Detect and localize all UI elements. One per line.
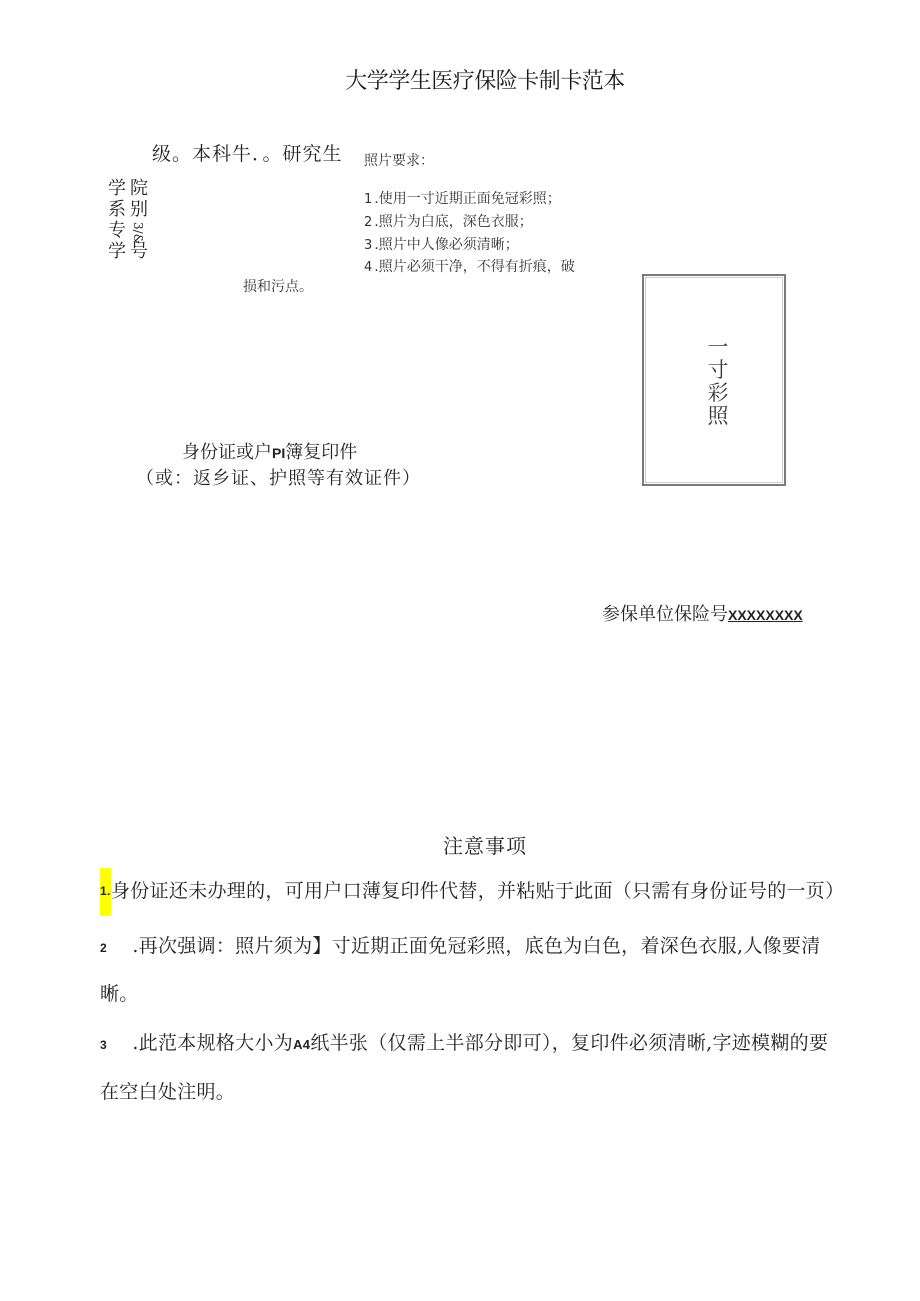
notice-item-3-continuation: 在空白处注明。: [100, 1081, 236, 1103]
insurance-number-line: 参保单位保险号XXXXXXXX: [602, 604, 803, 625]
field-labels-left: [108, 178, 126, 262]
field-label-char: 系: [108, 199, 126, 220]
photo-requirement-item: 3 .照片中人像必须清晰；: [364, 237, 519, 253]
photo-placeholder-label: 一 寸 彩 照: [707, 335, 729, 428]
notice-item-1: 1. 身份证还未办理的，可用户口薄复印件代替，并粘贴于此面（只需有身份证号的一页）: [100, 868, 844, 916]
id-copy-alternative: （或：返乡证、护照等有效证件）: [136, 468, 421, 489]
grade-line: 级。本科牛．。研究生: [152, 143, 343, 165]
photo-requirements-heading: 照片要求：: [364, 153, 434, 169]
notice-item-2-continuation: 晰。: [100, 983, 139, 1005]
field-labels-right: [130, 178, 156, 262]
photo-placeholder-box: [642, 274, 786, 486]
photo-requirement-item: 2 .照片为白底，深色衣服；: [364, 214, 533, 230]
page-title: 大学学生医疗保险卡制卡范本: [345, 69, 625, 94]
notice-title: 注意事项: [443, 834, 527, 858]
notice-item-3: 3 .此范本规格大小为A4纸半张（仅需上半部分即可），复印件必须清晰,字迹模糊的要: [100, 1032, 829, 1054]
highlight-mark: 1.: [100, 868, 111, 916]
field-label-char: 学: [108, 241, 126, 262]
field-label-char: 号: [130, 241, 148, 262]
photo-requirement-continuation: 损和污点。: [243, 279, 313, 295]
id-copy-label: 身份证或户PI簿复印件: [182, 442, 358, 463]
insurance-number: XXXXXXXX: [728, 607, 803, 623]
field-label-char: 院: [130, 178, 148, 199]
field-label-char: 专: [108, 220, 126, 241]
photo-requirement-item: 4 .照片必须干净，不得有折痕，破: [364, 259, 575, 275]
photo-requirement-item: 1 .使用一寸近期正面免冠彩照；: [364, 191, 561, 207]
notice-item-2: 2 .再次强调：照片须为】寸近期正面免冠彩照，底色为白色，着深色衣服,人像要清: [100, 935, 821, 957]
field-label-char: 3/&.: [131, 222, 145, 249]
field-label-char: 别: [130, 199, 148, 220]
field-label-char: 学: [108, 178, 126, 199]
